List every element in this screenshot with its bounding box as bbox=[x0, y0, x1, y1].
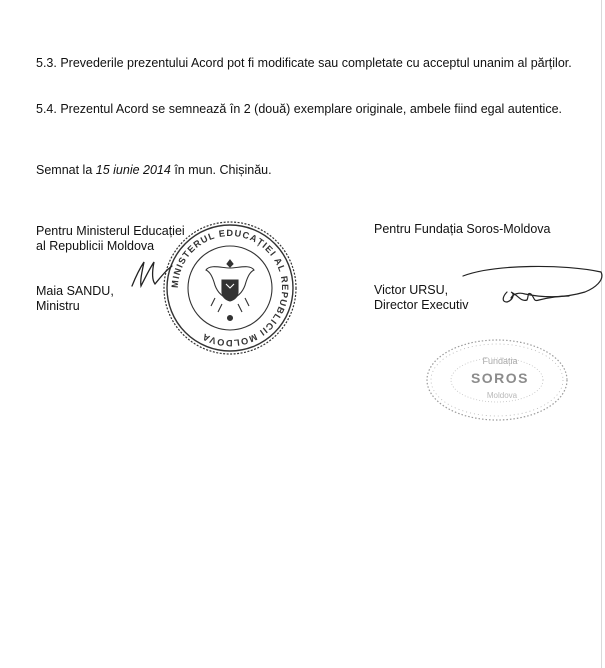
ursu-signature bbox=[455, 262, 605, 314]
ministry-signatory-title: Ministru bbox=[36, 299, 80, 313]
ministry-party-line2: al Republicii Moldova bbox=[36, 239, 155, 253]
signing-prefix: Semnat la bbox=[36, 163, 96, 177]
clause-5-3: 5.3. Prevederile prezentului Acord pot fi modificate sau completate cu acceptul unanim al părților. bbox=[36, 56, 572, 70]
sandu-signature bbox=[128, 248, 198, 298]
signing-suffix: în mun. Chișinău. bbox=[170, 163, 272, 177]
signing-date: 15 iunie 2014 bbox=[95, 163, 171, 177]
ministry-signatory-name: Maia SANDU, bbox=[36, 284, 114, 298]
soros-seal-line3: Moldova bbox=[486, 391, 518, 400]
ministry-signatory-block bbox=[36, 284, 114, 314]
soros-seal-line1: Fundația bbox=[482, 356, 518, 366]
soros-seal-stamp bbox=[424, 336, 570, 424]
soros-signatory-title: Director Executiv bbox=[374, 298, 469, 312]
clause-5-4: 5.4. Prezentul Acord se semnează în 2 (două) exemplare originale, ambele fiind egal autentice. bbox=[36, 102, 563, 116]
ministry-party-line1: Pentru Ministerul Educației bbox=[36, 224, 185, 238]
soros-signatory-name: Victor URSU, bbox=[374, 283, 449, 297]
page-edge-line bbox=[601, 0, 602, 668]
ministry-seal-text: MINISTERUL EDUCAȚIEI AL REPUBLICII MOLDOVA bbox=[169, 227, 291, 349]
coat-of-arms-icon bbox=[206, 260, 254, 321]
soros-seal-line2: SOROS bbox=[470, 370, 530, 386]
signing-statement bbox=[36, 163, 272, 178]
soros-party-line: Pentru Fundația Soros-Moldova bbox=[374, 222, 551, 236]
